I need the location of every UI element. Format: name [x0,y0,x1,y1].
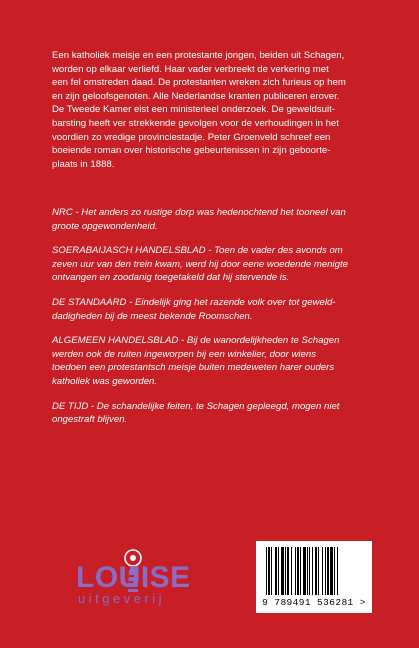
quote-line: NRC - Het anders zo rustige dorp was hedenochtend het tooneel van [52,207,346,218]
quote-nrc [52,206,374,233]
blurb-line: De Tweede Kamer eist een ministerieel onderzoek. De geweldsuit- [52,104,335,116]
barcode-bar [334,547,335,595]
barcode-bar [330,547,333,595]
blurb-line: Een katholiek meisje en een protestante jongen, beiden uit Schagen, [52,50,345,61]
quote-line: dadigheden bij de meest bekende Roomschen. [52,310,253,322]
quote-line: DE TIJD - De schandelijke feiten, te Schagen gepleegd, mogen niet [52,400,340,412]
quote-line: katholiek was geworden. [52,375,158,387]
barcode-bar [297,547,299,595]
blurb [52,49,374,171]
quote-de-standaard [52,296,374,323]
quote-line: ontvangen en zoodanig toegetakeld dat hij stervende is. [52,272,290,284]
blurb-line: en zijn geloofsgenoten. Alle Nederlandse kranten publiceren erover. [52,90,340,102]
quote-line: werden ook de ruiten ingeworpen bij een winkelier, door wiens [52,348,316,360]
barcode-bar [291,547,292,595]
quote-line: DE STANDAARD - Eindelijk ging het razende volk over tot geweld- [52,296,336,308]
barcode-bar [337,547,338,595]
blurb-line: een fel omstreden daad. De protestanten wreken zich furieus op hem [52,77,346,89]
blurb-line: voordien zo vredige provinciestadje. Peter Groenveld schreef een [52,131,331,143]
logo-wordmark: LOUISE [76,561,191,594]
barcode-bar [327,547,329,595]
barcode-bar [275,547,277,595]
barcode-bar [287,547,289,595]
blurb-line: barsting heeft ver strekkende gevolgen voor de verhoudingen in het [52,117,339,129]
barcode-bar [318,547,319,595]
blurb-line: boeiende roman over historische gebeurtenissen in zijn geboorte- [52,145,331,157]
barcode-bar [309,547,310,595]
isbn-number: 9 789491 536281 > [262,597,366,608]
barcode-bar [325,547,326,595]
barcode-bar [285,547,286,595]
blurb-line: plaats in 1888. [52,158,115,170]
barcode-bar [295,547,296,595]
barcode-bar [307,547,308,595]
quote-soerabaijasch [52,244,374,285]
barcode-bar [312,547,313,595]
quote-line: toedoen een protestantsch meisje buiten medeweten harer ouders [52,362,335,374]
barcode-bar [300,547,301,595]
barcode-bar [278,547,279,595]
isbn-barcode [256,541,372,613]
quote-line: SOERABAIJASCH HANDELSBLAD - Toen de vader des avonds om [52,245,343,257]
barcode-bar [268,547,270,595]
publisher-logo [76,548,206,612]
blurb-line: worden op elkaar verliefd. Haar vader verbreekt de verkering met [52,63,329,75]
barcode-bar [266,547,267,595]
quote-line: groote opgewondenheid. [52,220,158,232]
barcode-bar [303,547,306,595]
logo-subtitle: uitgeverij [78,591,166,606]
barcode-bar [322,547,323,595]
barcode-bars [264,547,364,597]
quote-line: ongestraft blijven. [52,414,128,426]
barcode-bar [271,547,272,595]
press-quotes [52,206,374,438]
quote-algemeen-handelsblad [52,334,374,388]
quote-de-tijd [52,400,374,427]
quote-line: zeven uur van den trein kwam, werd hij door eene woedende menigte [52,258,348,270]
barcode-bar [315,547,317,595]
quote-line: ALGEMEEN HANDELSBLAD - Bij de wanordelijkheden te Schagen [52,335,340,347]
barcode-bar [281,547,284,595]
